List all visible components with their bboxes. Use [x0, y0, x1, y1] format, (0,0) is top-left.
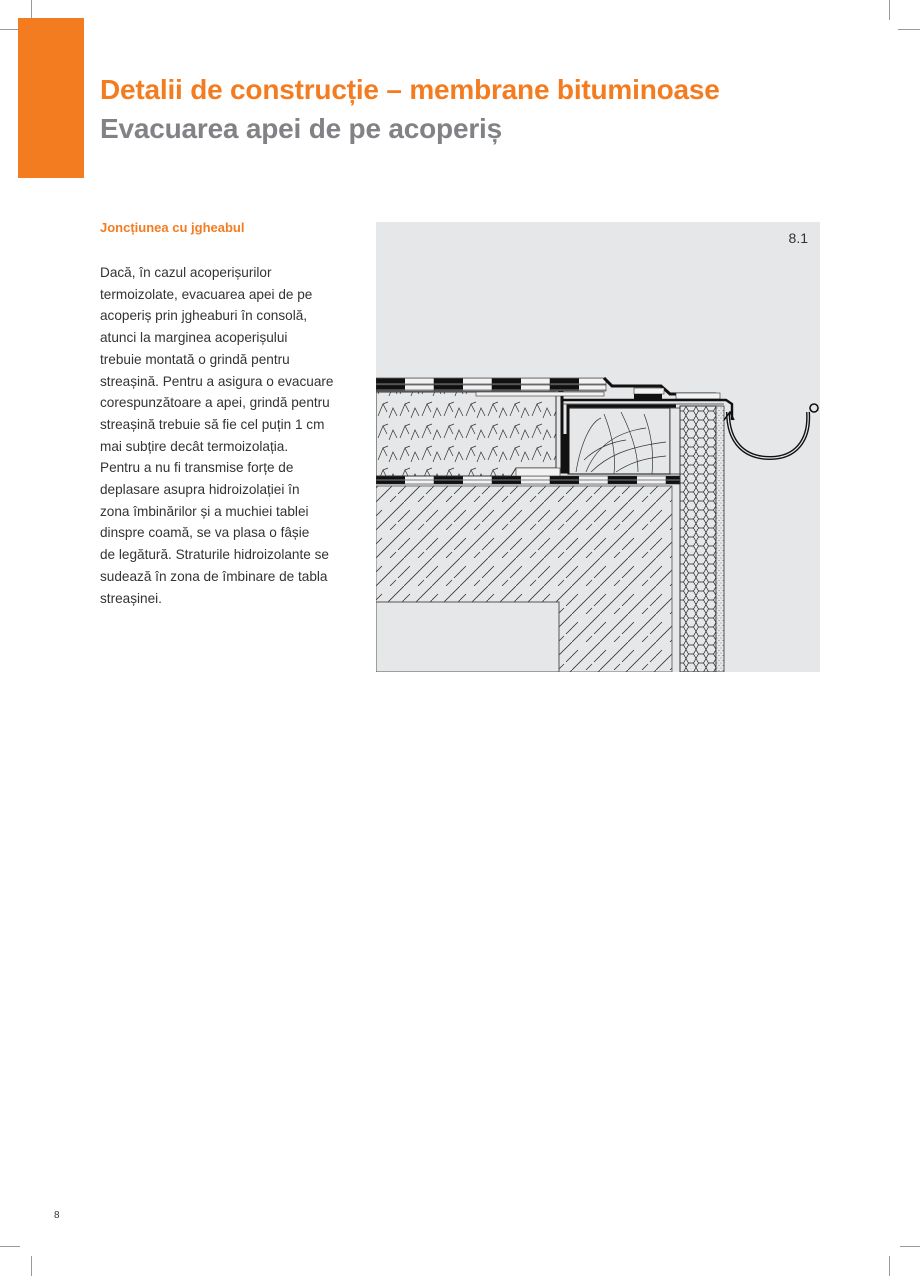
crop-mark	[31, 0, 32, 20]
text-line: corespunzătoare a apei, grindă pentru	[100, 395, 330, 411]
text-line: deplasare asupra hidroizolației în	[100, 482, 300, 498]
text-line: termoizolate, evacuarea apei de pe	[100, 286, 313, 302]
crop-mark	[0, 1246, 20, 1247]
crop-mark	[889, 1256, 890, 1276]
text-line: sudează în zona de îmbinare de tabla	[100, 568, 328, 584]
text-line: de legătură. Straturile hidroizolante se	[100, 547, 329, 563]
body-paragraph	[100, 262, 350, 609]
text-line: atunci la marginea acoperișului	[100, 330, 288, 346]
text-line: trebuie montată o grindă pentru	[100, 351, 290, 367]
crop-mark	[900, 1246, 920, 1247]
text-line: dinspre coamă, se va plasa o fâșie	[100, 525, 310, 541]
crop-mark	[31, 1256, 32, 1276]
text-line: Pentru a nu fi transmise forțe de	[100, 460, 294, 476]
section-heading: Joncțiunea cu jgheabul	[100, 220, 245, 235]
crop-mark	[0, 29, 20, 30]
accent-bar	[18, 18, 84, 178]
page-subtitle: Evacuarea apei de pe acoperiș	[100, 113, 502, 144]
text-line: Dacă, în cazul acoperișurilor	[100, 265, 272, 280]
section-drawing	[376, 222, 820, 672]
text-line: streașină trebuie să fie cel puțin 1 cm	[100, 416, 325, 432]
construction-detail-figure	[376, 222, 820, 672]
text-line: mai subțire decât termoizolația.	[100, 438, 289, 454]
page-number: 8	[54, 1210, 60, 1221]
crop-mark	[898, 29, 920, 30]
text-line: streașină. Pentru a asigura o evacuare	[100, 373, 334, 389]
text-line: streașinei.	[100, 590, 162, 606]
page-title: Detalii de construcție – membrane bituminoase	[100, 74, 720, 105]
text-line: zona îmbinărilor și a muchiei tablei	[100, 503, 309, 519]
crop-mark	[889, 0, 890, 20]
figure-number: 8.1	[788, 230, 808, 246]
text-line: acoperiș prin jgheaburi în consolă,	[100, 308, 308, 324]
